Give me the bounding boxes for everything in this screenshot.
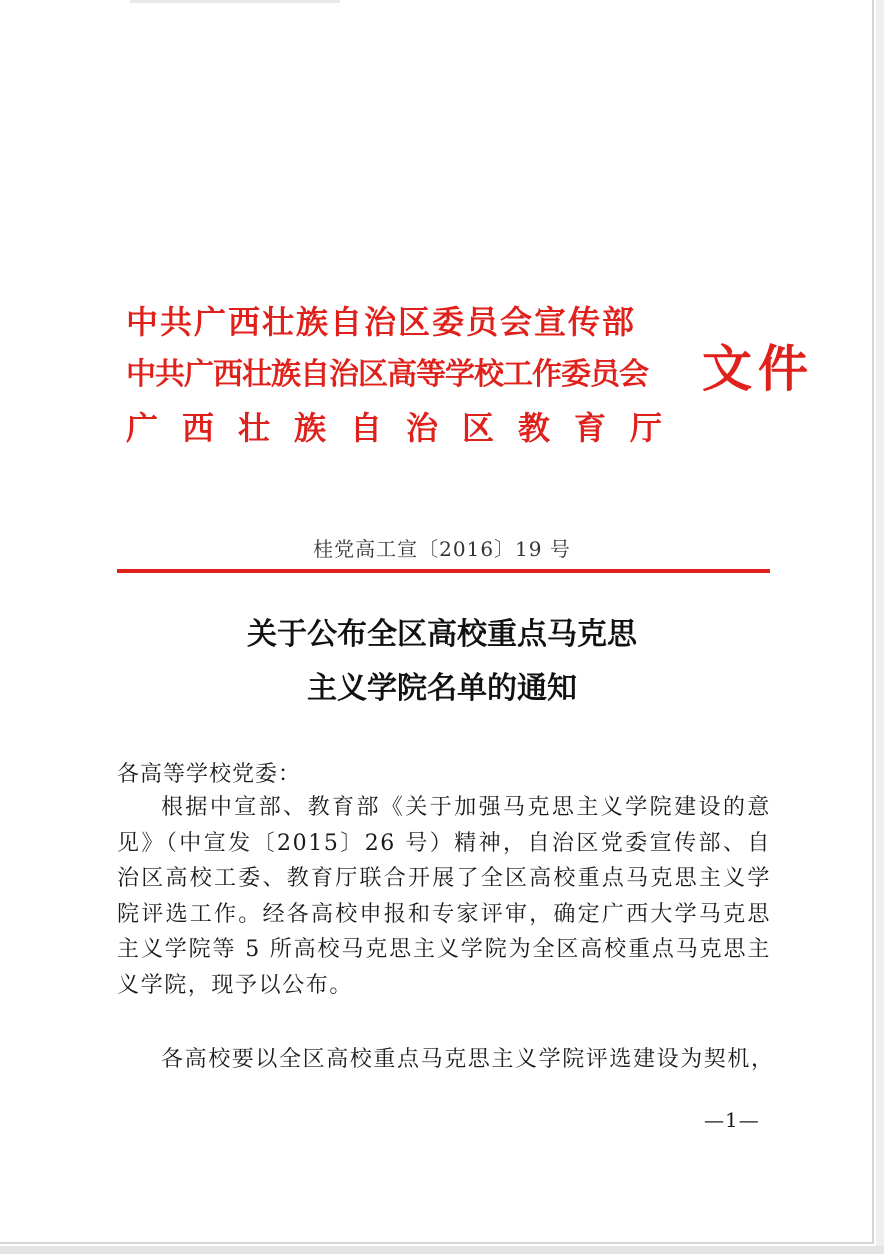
red-divider-rule: [117, 569, 770, 573]
body-paragraph-2: 各高校要以全区高校重点马克思主义学院评选建设为契机，: [161, 1047, 775, 1072]
issuer-line-3: 广西壮族自治区教育厅: [126, 409, 687, 447]
document-title-line-2: 主义学院名单的通知: [307, 671, 577, 706]
body-paragraph-1: 根据中宣部、教育部《关于加强马克思主义学院建设的意见》（中宣发〔2015〕26 号）精神，自治区党委宣传部、自治区高校工委、教育厅联合开展了全区高校重点马克思主义学院评选工作。经各高校申报和专家评审，确定广西大学马克思主义学院等 5 所高校马克思主义学院为全区高校重点马克思主义学院，现予以公布。: [117, 795, 771, 998]
top-tab-mark: [130, 0, 340, 3]
issuer-line-2: 中共广西壮族自治区高等学校工作委员会: [126, 357, 648, 392]
page-number: —1—: [704, 1108, 760, 1132]
issuer-line-1: 中共广西壮族自治区委员会宣传部: [126, 303, 637, 341]
document-number: 桂党高工宣〔2016〕19 号: [313, 537, 571, 561]
document-header-word: 文件: [702, 339, 814, 398]
salutation: 各高等学校党委：: [117, 762, 302, 787]
page-edge-bottom: [0, 1246, 884, 1254]
document-title-line-1: 关于公布全区高校重点马克思: [247, 617, 637, 652]
